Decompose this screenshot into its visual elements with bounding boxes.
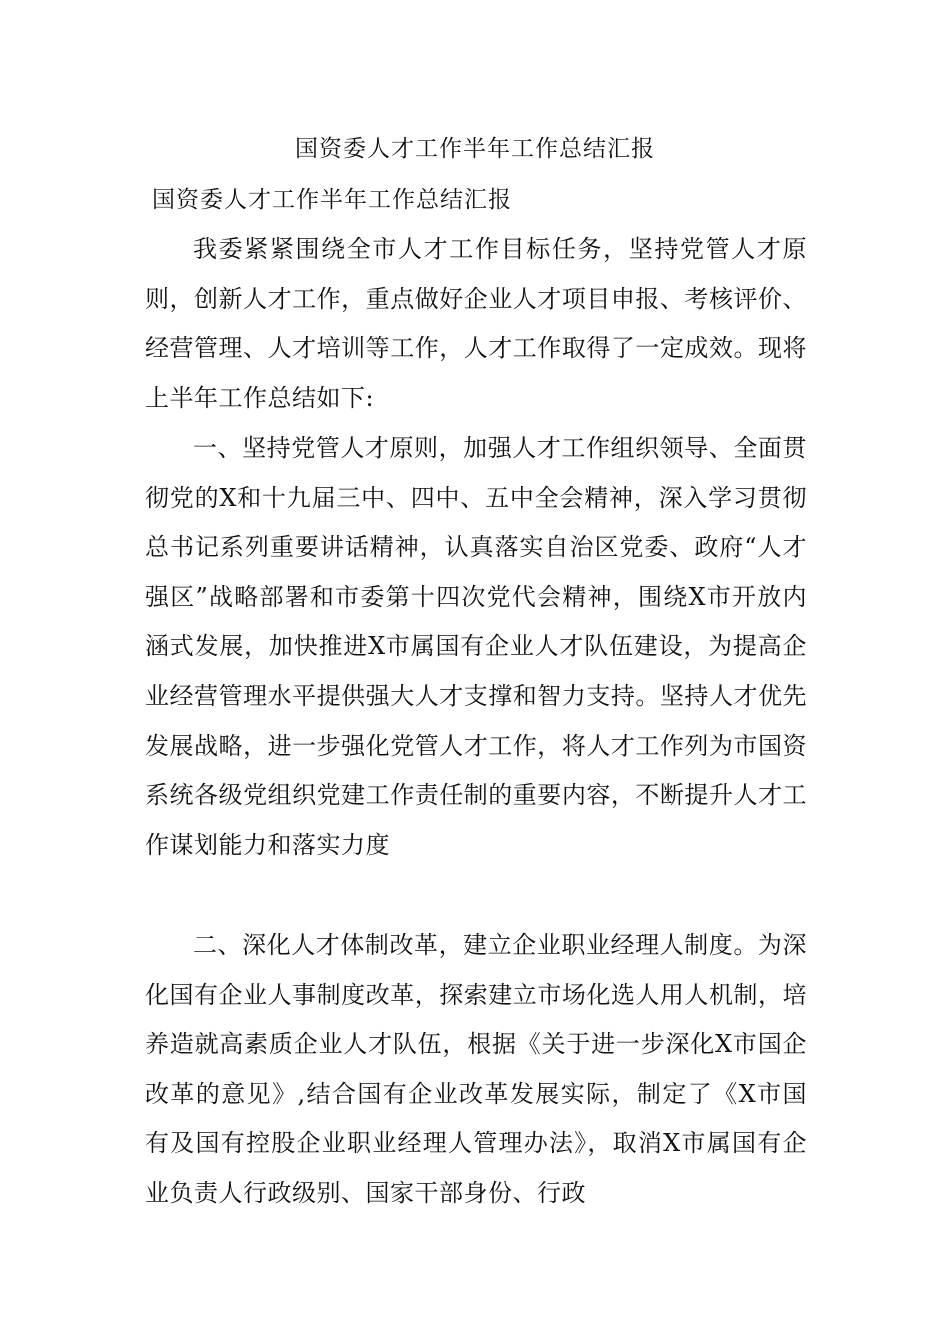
paragraph-section-two: 二、深化人才体制改革，建立企业职业经理人制度。为深化国有企业人事制度改革，探索建立市场化选人用人机制，培养造就高素质企业人才队伍，根据《关于进一步深化X市国企改革的意见》,结合国有企业改革发展实际，制定了《X市国有及国有控股企业职业经理人管理办法》，取消X市属国有企业负责人行政级别、国家干部身份、行政 [145, 931, 807, 1207]
paragraph-section-one: 一、坚持党管人才原则，加强人才工作组织领导、全面贯彻党的X和十九届三中、四中、五中全会精神，深入学习贯彻总书记系列重要讲话精神，认真落实自治区党委、政府“人才强区”战略部署和市委第十四次党代会精神，围绕X市开放内涵式发展，加快推进X市属国有企业人才队伍建设，为提高企业经营管理水平提供强大人才支撑和智力支持。坚持人才优先发展战略，进一步强化党管人才工作，将人才工作列为市国资系统各级党组织党建工作责任制的重要内容，不断提升人才工作谋划能力和落实力度 [145, 434, 807, 859]
document-subtitle: 国资委人才工作半年工作总结汇报 [152, 187, 512, 213]
document-title: 国资委人才工作半年工作总结汇报 [295, 136, 655, 162]
paragraph-intro: 我委紧紧围绕全市人才工作目标任务，坚持党管人才原则，创新人才工作，重点做好企业人才项目申报、考核评价、经营管理、人才培训等工作，人才工作取得了一定成效。现将上半年工作总结如下: [145, 235, 807, 412]
